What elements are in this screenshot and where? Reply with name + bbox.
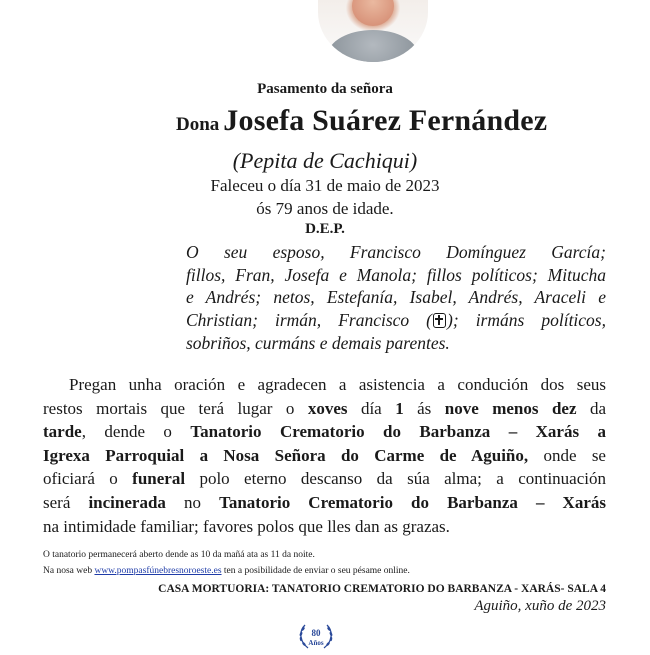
ceremony-emphasis: Igrexa Parroquial a Nosa Señora do Carme de Aguiño, [43, 445, 529, 465]
photo-shoulders [328, 30, 418, 62]
ceremony-text: será [43, 492, 89, 512]
ceremony-text: oficiará o [43, 469, 133, 489]
nickname: (Pepita de Cachiqui) [232, 148, 418, 173]
notice-heading: Pasamento da señora [257, 81, 393, 97]
family-line: fillos, Fran, Josefa e Manola; fillos políticos; Mitucha [186, 264, 606, 285]
ceremony-text: na intimidade familiar; favores polos que lles dan as grazas. [43, 516, 450, 536]
deceased-cross-icon [433, 313, 446, 328]
age-line: ós 79 anos de idade. [256, 199, 394, 218]
ceremony-emphasis: nove menos dez [444, 398, 577, 418]
death-date-line: Faleceu o día 31 de maio de 2023 [210, 176, 440, 195]
ceremony-paragraph [43, 373, 606, 538]
ceremony-text: ás [403, 398, 445, 418]
ceremony-text: , dende o [81, 422, 191, 442]
anniversary-logo [296, 621, 336, 650]
ceremony-emphasis: funeral [132, 469, 186, 489]
ceremony-text: Pregan unha oración e agradecen a asistencia a condución dos seus [69, 375, 606, 394]
ceremony-emphasis: Tanatorio Crematorio do Barbanza – Xarás a [190, 422, 606, 442]
ceremony-text: da [576, 398, 606, 418]
ceremony-emphasis: incinerada [88, 492, 166, 512]
family-line: sobriños, curmáns e demais parentes. [186, 332, 450, 353]
ceremony-text: polo eterno descanso da súa alma; a continuación [185, 469, 606, 489]
ceremony-text: onde se [528, 445, 606, 465]
deceased-photo [318, 0, 428, 62]
web-notice-start: Na nosa web [43, 566, 95, 576]
ceremony-emphasis: tarde [43, 422, 82, 442]
deceased-name: Josefa Suárez Fernández [223, 104, 548, 137]
opening-hours-notice: O tanatorio permanecerá aberto dende as 10 da mañá ata as 11 da noite. [43, 550, 315, 560]
ceremony-line [43, 397, 606, 421]
family-line: e Andrés; netos, Estefanía, Isabel, Andrés, Araceli e [186, 287, 606, 308]
logo-word: Años [308, 639, 324, 647]
ceremony-emphasis: 1 [395, 398, 404, 418]
family-line-start: Christian; irmán, Francisco ( [186, 310, 433, 331]
ceremony-line [43, 444, 606, 468]
place-and-date: Aguiño, xuño de 2023 [474, 598, 606, 614]
web-notice-end: ten a posibilidade de enviar o seu pésame online. [221, 566, 410, 576]
laurel-wreath-icon [296, 621, 336, 650]
dep-line: D.E.P. [305, 221, 345, 237]
logo-number: 80 [311, 628, 321, 638]
photo-face [352, 0, 394, 26]
ceremony-line [43, 515, 606, 539]
family-line-end: ); irmáns políticos, [447, 310, 606, 331]
ceremony-line [43, 491, 606, 515]
ceremony-line [43, 373, 606, 397]
ceremony-line [43, 420, 606, 444]
family-paragraph [186, 241, 606, 354]
ceremony-text: no [165, 492, 220, 512]
ceremony-line [43, 467, 606, 491]
ceremony-text: día [347, 398, 396, 418]
ceremony-emphasis: Tanatorio Crematorio do Barbanza – Xarás [219, 492, 606, 512]
mortuary-location: CASA MORTUORIA: TANATORIO CREMATORIO DO BARBANZA - XARÁS- SALA 4 [158, 583, 606, 595]
family-line [186, 309, 606, 332]
ceremony-text: restos mortais que terá lugar o [43, 398, 308, 418]
name-prefix: Dona [176, 114, 220, 135]
deceased-name-line [176, 104, 547, 138]
funeral-home-link[interactable]: www.pompasfúnebresnoroeste.es [94, 566, 222, 576]
family-line: O seu esposo, Francisco Domínguez García; [186, 242, 606, 262]
ceremony-emphasis: xoves [307, 398, 348, 418]
condolence-web-notice [43, 566, 410, 576]
